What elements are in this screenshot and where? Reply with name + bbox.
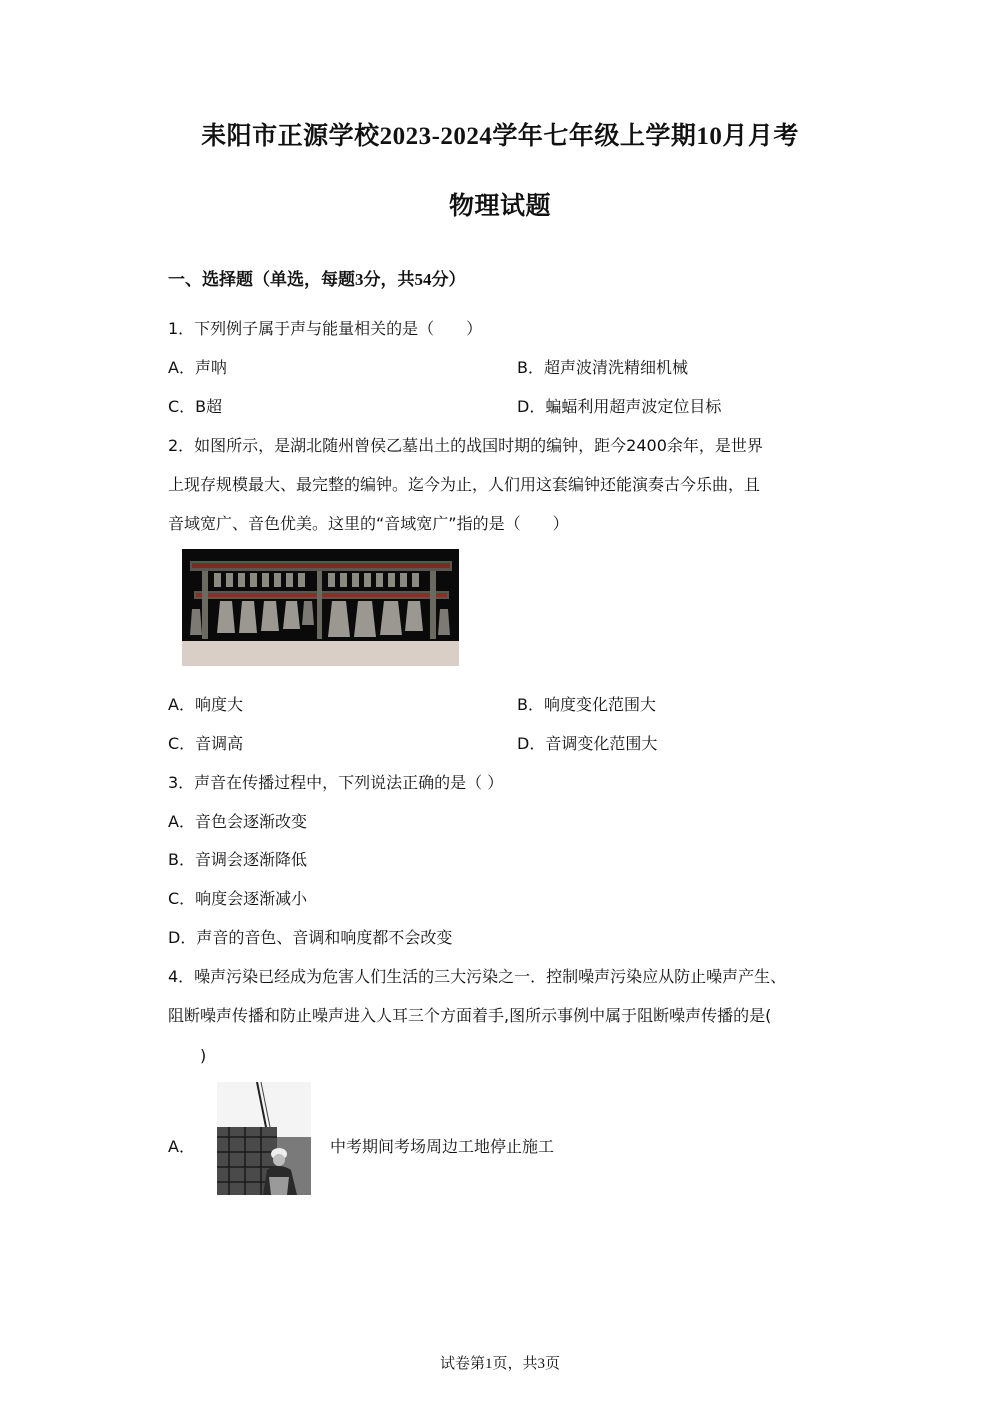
- question-1-option-a: A．声呐: [168, 358, 227, 377]
- question-1-option-b: B．超声波清洗精细机械: [517, 358, 688, 377]
- question-4-stem-line1: 4．噪声污染已经成为危害人们生活的三大污染之一．控制噪声污染应从防止噪声产生、: [168, 967, 787, 986]
- question-3-stem: 3．声音在传播过程中，下列说法正确的是（ ）: [168, 773, 504, 792]
- question-3-option-b: B．音调会逐渐降低: [168, 850, 307, 869]
- question-2-option-d: D．音调变化范围大: [517, 734, 658, 753]
- question-2-option-b: B．响度变化范围大: [517, 695, 656, 714]
- question-2-stem-line1: 2．如图所示，是湖北随州曾侯乙墓出土的战国时期的编钟，距今2400余年，是世界: [168, 436, 763, 455]
- question-2-stem-line2: 上现存规模最大、最完整的编钟。迄今为止，人们用这套编钟还能演奏古今乐曲，且: [168, 475, 761, 494]
- bianzhong-bells-image: [182, 549, 459, 666]
- question-4-stem-line2: 阻断噪声传播和防止噪声进入人耳三个方面着手,图所示事例中属于阻断噪声传播的是(: [168, 1006, 772, 1025]
- construction-site-image: [217, 1082, 311, 1195]
- question-3-option-a: A．音色会逐渐改变: [168, 812, 307, 831]
- question-4-option-a-text: 中考期间考场周边工地停止施工: [330, 1137, 555, 1156]
- question-3-option-d: D．声音的音色、音调和响度都不会改变: [168, 928, 453, 947]
- exam-title-line2: 物理试题: [448, 193, 551, 220]
- question-3-option-c: C．响度会逐渐减小: [168, 889, 308, 908]
- question-1-stem: 1．下列例子属于声与能量相关的是（ ）: [168, 319, 483, 338]
- question-1-option-c: C．B超: [168, 397, 223, 416]
- question-4-option-a-label: A．: [168, 1137, 195, 1156]
- exam-title-line1: 耒阳市正源学校2023-2024学年七年级上学期10月月考: [201, 123, 799, 150]
- question-4-stem-line3: ): [200, 1046, 207, 1065]
- section-heading: 一、选择题（单选，每题3分，共54分）: [168, 270, 466, 289]
- question-2-option-a: A．响度大: [168, 695, 243, 714]
- page-footer: 试卷第1页，共3页: [439, 1356, 560, 1372]
- question-2-option-c: C．音调高: [168, 734, 244, 753]
- question-2-stem-line3: 音域宽广、音色优美。这里的“音域宽广”指的是（ ）: [168, 514, 569, 533]
- question-1-option-d: D．蝙蝠利用超声波定位目标: [517, 397, 722, 416]
